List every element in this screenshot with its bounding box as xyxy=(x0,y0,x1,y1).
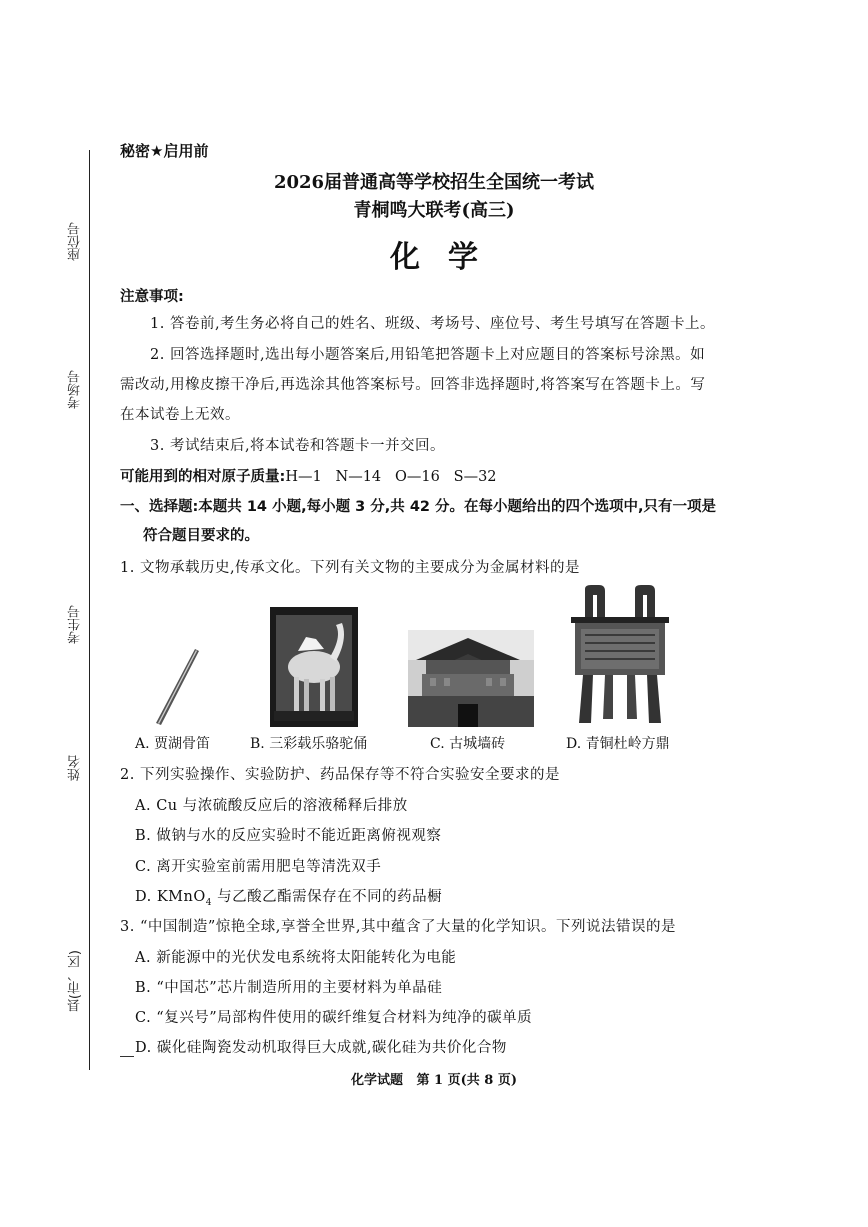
q3-option-a: A. 新能源中的光伏发电系统将太阳能转化为电能 xyxy=(135,950,457,966)
q2-option-b: B. 做钠与水的反应实验时不能近距离俯视观察 xyxy=(135,828,442,844)
notes-item-2-line1: 2. 回答选择题时,选出每小题答案后,用铅笔把答题卡上对应题目的答案标号涂黑。如 xyxy=(150,347,706,363)
notes-item-3: 3. 考试结束后,将本试卷和答题卡一并交回。 xyxy=(150,438,446,454)
subject-title: 化学 xyxy=(390,240,506,275)
notes-item-1: 1. 答卷前,考生务必将自己的姓名、班级、考场号、座位号、考生号填写在答题卡上。 xyxy=(150,316,716,332)
bronze-ding-image xyxy=(565,585,675,727)
margin-label-exam-room: 考场号 xyxy=(68,370,83,409)
q3-option-c: C. “复兴号”局部构件使用的碳纤维复合材料为纯净的碳单质 xyxy=(135,1010,533,1026)
atomic-mass-row xyxy=(120,465,497,486)
notes-heading: 注意事项: xyxy=(120,289,184,305)
margin-label-name: 姓名 xyxy=(68,755,83,781)
answer-mark-line xyxy=(120,1056,134,1057)
city-wall-image xyxy=(408,630,534,727)
q2-stem: 2. 下列实验操作、实验防护、药品保存等不符合实验安全要求的是 xyxy=(120,767,560,783)
atomic-mass-label: 可能用到的相对原子质量: xyxy=(120,469,286,485)
margin-label-seat: 座位号 xyxy=(68,222,83,261)
section1-instruction-line2: 符合题目要求的。 xyxy=(143,528,259,544)
q2-option-a: A. Cu 与浓硫酸反应后的溶液稀释后排放 xyxy=(135,798,408,814)
q1-option-c: C. 古城墙砖 xyxy=(430,736,506,752)
q2-option-c: C. 离开实验室前需用肥皂等清洗双手 xyxy=(135,859,382,875)
exam-title: 2026届普通高等学校招生全国统一考试 xyxy=(273,172,595,193)
atomic-mass-values: H—1 N—14 O—16 S—32 xyxy=(285,469,497,485)
page-footer: 化学试题 第 1 页(共 8 页) xyxy=(350,1073,518,1088)
q2-option-d-formula: D. KMnO xyxy=(135,889,206,905)
margin-label-county: 县(市、区) xyxy=(68,950,83,1013)
q2-option-d-text: 与乙酸乙酯需保存在不同的药品橱 xyxy=(211,889,443,905)
q1-option-a: A. 贾湖骨笛 xyxy=(135,736,211,752)
margin-label-student-id: 考生号 xyxy=(68,605,83,644)
camel-figurine-image xyxy=(270,607,358,727)
q3-option-b: B. “中国芯”芯片制造所用的主要材料为单晶硅 xyxy=(135,980,443,996)
confidential-mark: 秘密★启用前 xyxy=(120,142,209,160)
q2-option-d-subscript: 4 xyxy=(205,897,212,908)
q1-option-b: B. 三彩载乐骆驼俑 xyxy=(250,736,368,752)
exam-subtitle: 青桐鸣大联考(高三) xyxy=(353,200,515,221)
binding-line xyxy=(89,150,90,1070)
notes-item-2-line2: 需改动,用橡皮擦干净后,再选涂其他答案标号。回答非选择题时,将答案写在答题卡上。写 xyxy=(120,377,706,393)
notes-item-2-line3: 在本试卷上无效。 xyxy=(120,407,240,423)
q1-option-d: D. 青铜杜岭方鼎 xyxy=(566,736,670,752)
q2-option-d xyxy=(135,885,442,908)
q3-option-d: D. 碳化硅陶瓷发动机取得巨大成就,碳化硅为共价化合物 xyxy=(135,1040,507,1056)
q1-stem: 1. 文物承载历史,传承文化。下列有关文物的主要成分为金属材料的是 xyxy=(120,560,581,576)
q3-stem: 3. “中国制造”惊艳全球,享誉全世界,其中蕴含了大量的化学知识。下列说法错误的是 xyxy=(120,919,676,935)
bone-flute-image xyxy=(145,645,205,730)
section1-instruction-line1: 一、选择题:本题共 14 小题,每小题 3 分,共 42 分。在每小题给出的四个选项中,只有一项是 xyxy=(120,499,717,515)
